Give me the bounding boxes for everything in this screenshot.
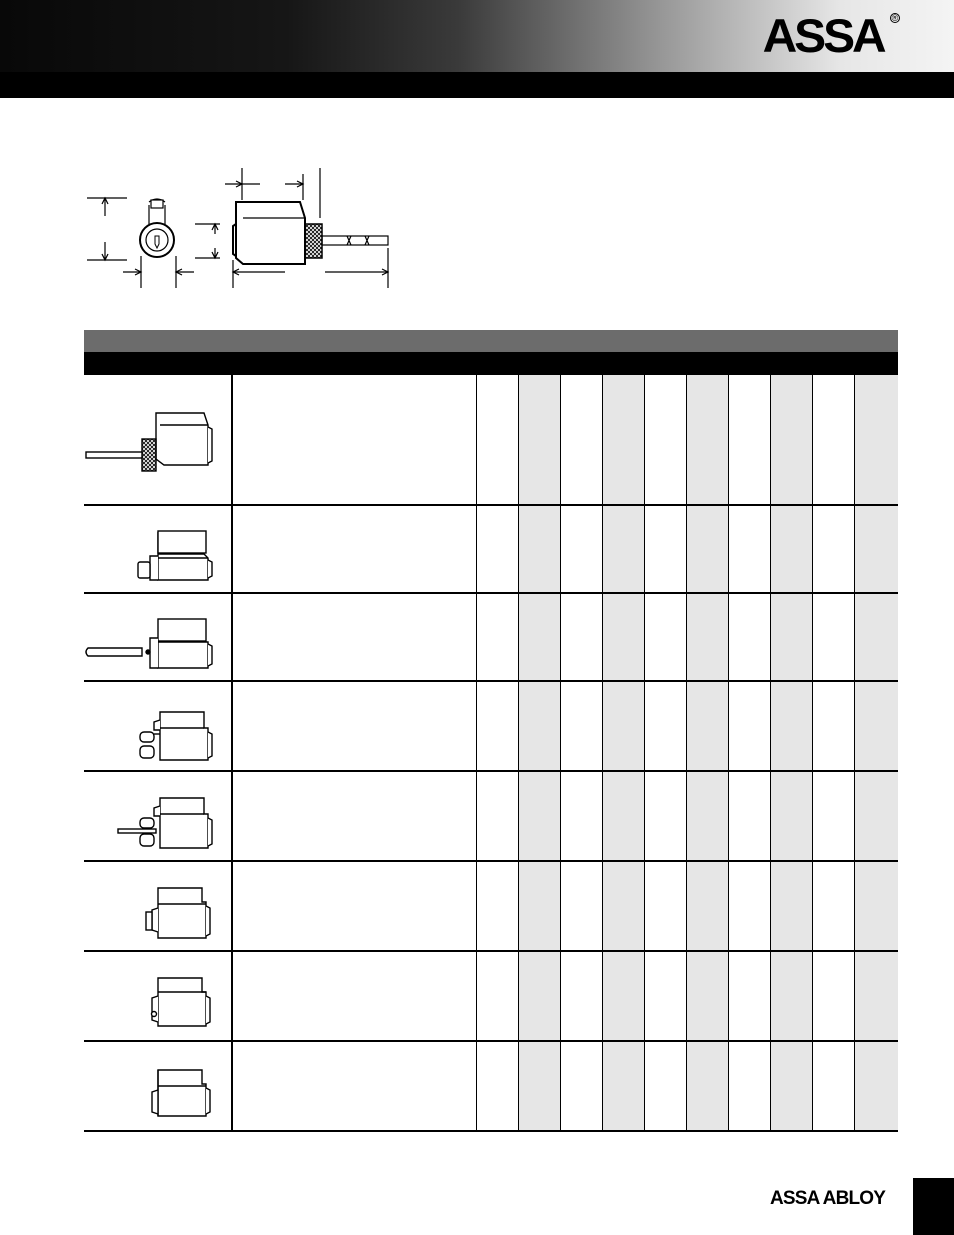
data-cell: [477, 375, 519, 504]
data-cell: [477, 682, 519, 770]
cylinder-tailpiece-icon: [84, 594, 233, 680]
data-cell: [561, 594, 603, 680]
row-description-cell: [233, 952, 477, 1040]
data-cell: [477, 506, 519, 592]
data-cell: [561, 772, 603, 860]
data-cell: [603, 682, 645, 770]
data-cell: [645, 952, 687, 1040]
data-cell: [687, 506, 729, 592]
data-cell: [855, 506, 898, 592]
row-description-cell: [233, 862, 477, 950]
data-cell: [855, 772, 898, 860]
data-cell: [519, 1042, 561, 1130]
data-cell: [519, 506, 561, 592]
table-header-gray: [84, 330, 898, 352]
data-cell: [771, 594, 813, 680]
data-cell: [729, 862, 771, 950]
assa-logo: ASSA: [762, 9, 884, 62]
data-cell: [855, 862, 898, 950]
data-cell: [561, 952, 603, 1040]
data-cell: [519, 594, 561, 680]
data-cell: [645, 506, 687, 592]
data-cell: [645, 772, 687, 860]
data-cell: [603, 862, 645, 950]
table-row: [84, 506, 898, 594]
table-row: [84, 952, 898, 1042]
data-cell: [519, 375, 561, 504]
data-cell: [813, 772, 855, 860]
row-image-cell: [84, 1042, 233, 1130]
data-cell: [771, 506, 813, 592]
data-cell: [687, 862, 729, 950]
data-cell: [771, 772, 813, 860]
row-description-cell: [233, 772, 477, 860]
cylinder-tailpiece-knurled-icon: [84, 375, 233, 504]
registered-mark: ®: [891, 13, 899, 23]
cylinder-pin-icon: [84, 952, 233, 1040]
data-cell: [603, 506, 645, 592]
table-row: [84, 682, 898, 772]
cylinder-lugs-icon: [84, 682, 233, 770]
table-row: [84, 772, 898, 862]
data-cell: [603, 772, 645, 860]
data-cell: [645, 682, 687, 770]
data-cell: [729, 375, 771, 504]
table-header-black: [84, 352, 898, 375]
data-cell: [603, 952, 645, 1040]
row-image-cell: [84, 952, 233, 1040]
row-description-cell: [233, 594, 477, 680]
data-cell: [771, 682, 813, 770]
data-cell: [855, 375, 898, 504]
cylinder-dimension-diagram: [85, 160, 395, 295]
cylinder-plain-icon: [84, 506, 233, 592]
data-cell: [813, 375, 855, 504]
data-cell: [519, 682, 561, 770]
data-cell: [561, 375, 603, 504]
data-cell: [813, 862, 855, 950]
data-cell: [771, 862, 813, 950]
data-cell: [855, 594, 898, 680]
data-cell: [603, 375, 645, 504]
row-description-cell: [233, 682, 477, 770]
data-cell: [687, 375, 729, 504]
data-cell: [729, 682, 771, 770]
row-image-cell: [84, 375, 233, 504]
data-cell: [519, 952, 561, 1040]
data-cell: [477, 1042, 519, 1130]
data-cell: [603, 594, 645, 680]
data-cell: [645, 594, 687, 680]
table-row: [84, 862, 898, 952]
data-cell: [813, 682, 855, 770]
data-cell: [645, 862, 687, 950]
data-cell: [771, 375, 813, 504]
table-row: [84, 594, 898, 682]
data-cell: [561, 862, 603, 950]
data-cell: [771, 952, 813, 1040]
data-cell: [561, 1042, 603, 1130]
data-cell: [519, 862, 561, 950]
cylinder-lugs-tailpiece-icon: [84, 772, 233, 860]
data-cell: [477, 594, 519, 680]
data-cell: [687, 952, 729, 1040]
cylinder-compact-icon: [84, 1042, 233, 1130]
data-cell: [729, 772, 771, 860]
page-tab-marker: [913, 1178, 954, 1235]
product-table: [84, 330, 898, 1132]
row-image-cell: [84, 506, 233, 592]
data-cell: [603, 1042, 645, 1130]
row-description-cell: [233, 506, 477, 592]
data-cell: [645, 1042, 687, 1130]
row-description-cell: [233, 375, 477, 504]
row-description-cell: [233, 1042, 477, 1130]
data-cell: [687, 1042, 729, 1130]
table-row: [84, 1042, 898, 1132]
data-cell: [813, 1042, 855, 1130]
data-cell: [561, 682, 603, 770]
cylinder-short-icon: [84, 862, 233, 950]
data-cell: [855, 1042, 898, 1130]
data-cell: [771, 1042, 813, 1130]
data-cell: [729, 952, 771, 1040]
page-header-bar: [0, 72, 954, 98]
data-cell: [813, 594, 855, 680]
row-image-cell: [84, 862, 233, 950]
data-cell: [729, 1042, 771, 1130]
table-row: [84, 375, 898, 506]
data-cell: [729, 594, 771, 680]
data-cell: [687, 682, 729, 770]
data-cell: [477, 772, 519, 860]
data-cell: [813, 506, 855, 592]
data-cell: [561, 506, 603, 592]
data-cell: [687, 594, 729, 680]
data-cell: [477, 952, 519, 1040]
row-image-cell: [84, 682, 233, 770]
data-cell: [645, 375, 687, 504]
row-image-cell: [84, 594, 233, 680]
assa-abloy-logo: ASSA ABLOY: [770, 1188, 886, 1209]
data-cell: [519, 772, 561, 860]
data-cell: [729, 506, 771, 592]
data-cell: [477, 862, 519, 950]
data-cell: [855, 682, 898, 770]
row-image-cell: [84, 772, 233, 860]
data-cell: [687, 772, 729, 860]
data-cell: [813, 952, 855, 1040]
data-cell: [855, 952, 898, 1040]
